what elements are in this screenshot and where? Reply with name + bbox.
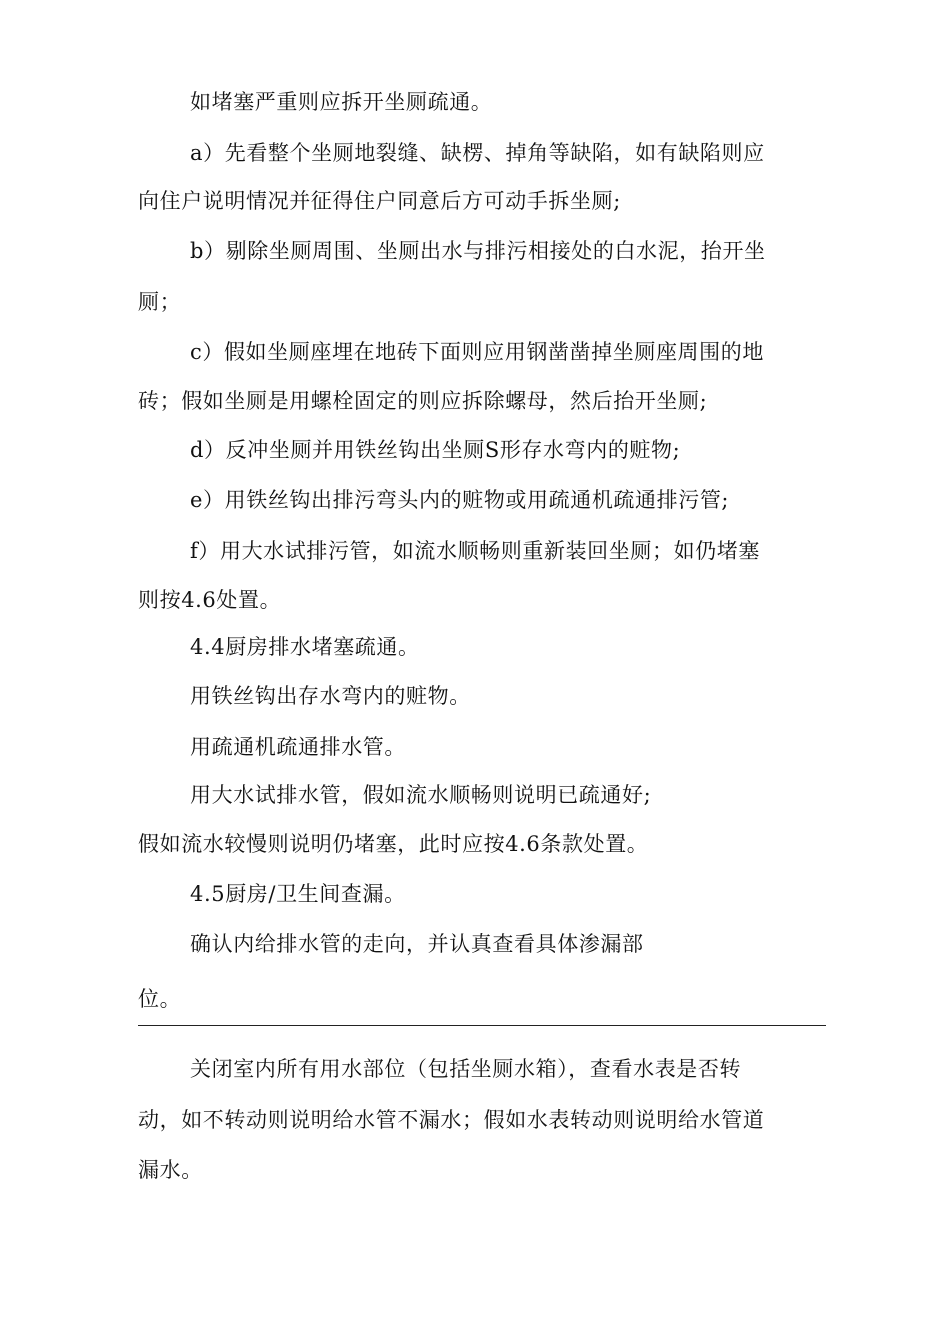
paragraph-line: 动，如不转动则说明给水管不漏水；假如水表转动则说明给水管道 — [138, 1108, 765, 1132]
paragraph-line: d）反冲坐厕并用铁丝钩出坐厕S形存水弯内的赃物; — [190, 438, 681, 462]
paragraph-line: 向住户说明情况并征得住户同意后方可动手拆坐厕; — [138, 189, 621, 213]
paragraph-line: a）先看整个坐厕地裂缝、缺楞、掉角等缺陷，如有缺陷则应 — [190, 141, 765, 165]
paragraph-line: f）用大水试排污管，如流水顺畅则重新装回坐厕；如仍堵塞 — [190, 539, 760, 563]
paragraph-line: 假如流水较慢则说明仍堵塞，此时应按4.6条款处置。 — [138, 832, 649, 856]
section-heading: 4.4厨房排水堵塞疏通。 — [190, 635, 420, 659]
paragraph-line: 用大水试排水管，假如流水顺畅则说明已疏通好; — [190, 783, 652, 807]
paragraph-line: 关闭室内所有用水部位（包括坐厕水箱），查看水表是否转 — [190, 1057, 742, 1081]
paragraph-line: e）用铁丝钩出排污弯头内的赃物或用疏通机疏通排污管; — [190, 488, 730, 512]
horizontal-divider — [138, 1025, 826, 1026]
paragraph-line: 砖；假如坐厕是用螺栓固定的则应拆除螺母，然后抬开坐厕; — [138, 389, 708, 413]
paragraph-line: 确认内给排水管的走向，并认真查看具体渗漏部 — [190, 932, 644, 956]
section-heading: 4.5厨房/卫生间查漏。 — [190, 882, 406, 906]
paragraph-line: 厕； — [138, 290, 182, 314]
paragraph-line: 用铁丝钩出存水弯内的赃物。 — [190, 684, 471, 708]
paragraph-line: 则按4.6处置。 — [138, 588, 282, 612]
paragraph-line: 漏水。 — [138, 1158, 203, 1182]
paragraph-line: 如堵塞严重则应拆开坐厕疏通。 — [190, 90, 493, 114]
paragraph-line: c）假如坐厕座埋在地砖下面则应用钢凿凿掉坐厕座周围的地 — [190, 340, 764, 364]
paragraph-line: b）剔除坐厕周围、坐厕出水与排污相接处的白水泥，抬开坐 — [190, 239, 766, 263]
paragraph-line: 位。 — [138, 987, 182, 1011]
paragraph-line: 用疏通机疏通排水管。 — [190, 735, 406, 759]
